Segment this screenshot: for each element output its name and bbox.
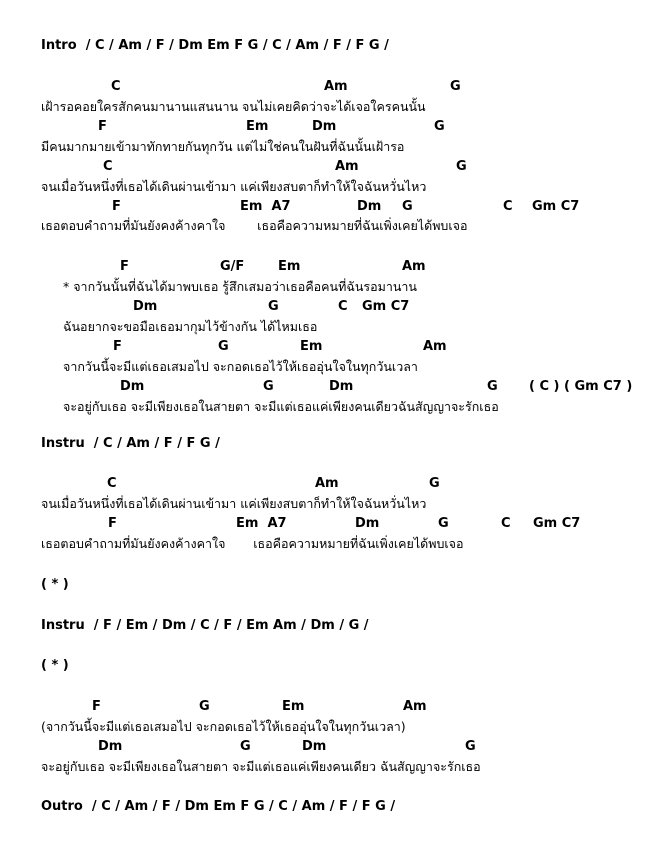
lyric-line: ฉันอยากจะขอมือเธอมากุมไว้ข้างกัน ได้ไหมเธอ (63, 319, 318, 334)
chorus-repeat-marker: ( * ) (41, 658, 69, 673)
chord: Em A7 (240, 199, 291, 214)
chord: G (402, 199, 413, 214)
lyric-line: เฝ้ารอคอยใครสักคนมานานแสนนาน จนไม่เคยคิดว่าจะได้เจอใครคนนั้น (41, 99, 426, 114)
chord: Am (315, 476, 339, 491)
chord: Am (402, 259, 426, 274)
outro-line: Outro / C / Am / F / Dm Em F G / C / Am / F / F G / (41, 799, 396, 814)
lyric-line: เธอตอบคำถามที่มันยังคงค้างคาใจ เธอคือความหมายที่ฉันเพิ่งเคยได้พบเจอ (41, 218, 468, 233)
chord: Em (300, 339, 323, 354)
chord: Em (282, 699, 305, 714)
chord: G (438, 516, 449, 531)
chord: G (456, 159, 467, 174)
chord: Am (403, 699, 427, 714)
chord: Em A7 (236, 516, 287, 531)
chord: C (111, 79, 121, 94)
chord: G (434, 119, 445, 134)
chord: G (240, 739, 251, 754)
chord: Dm (120, 379, 145, 394)
lyric-line: มีคนมากมายเข้ามาทักทายกันทุกวัน แต่ไม่ใช่คนในฝันที่ฉันนั้นเฝ้ารอ (41, 139, 405, 154)
lyric-line: จะอยู่กับเธอ จะมีเพียงเธอในสายตา จะมีแต่เธอแค่เพียงคนเดียว ฉันสัญญาจะรักเธอ (41, 759, 481, 774)
chord: Dm (133, 299, 158, 314)
chord: G (263, 379, 274, 394)
lyric-line: จะอยู่กับเธอ จะมีเพียงเธอในสายตา จะมีแต่เธอแค่เพียงคนเดียวฉันสัญญาจะรักเธอ (63, 399, 499, 414)
lyric-line: * จากวันนั้นที่ฉันได้มาพบเธอ รู้สึกเสมอว่าเธอคือคนที่ฉันรอมานาน (63, 279, 417, 294)
chord: F (92, 699, 101, 714)
chord: C (107, 476, 117, 491)
chord: F (108, 516, 117, 531)
chord: Dm (357, 199, 382, 214)
chord: Gm C7 (533, 516, 581, 531)
chord: F (112, 199, 121, 214)
instrumental-line: Instru / F / Em / Dm / C / F / Em Am / Dm / G / (41, 618, 369, 633)
instrumental-line: Instru / C / Am / F / F G / (41, 436, 220, 451)
chord: G (450, 79, 461, 94)
lyric-line: จนเมื่อวันหนึ่งที่เธอได้เดินผ่านเข้ามา แค่เพียงสบตาก็ทำให้ใจฉันหวั่นไหว (41, 179, 427, 194)
chord: F (98, 119, 107, 134)
chord: Em (246, 119, 269, 134)
lyric-line: จนเมื่อวันหนึ่งที่เธอได้เดินผ่านเข้ามา แค่เพียงสบตาก็ทำให้ใจฉันหวั่นไหว (41, 496, 427, 511)
lyric-line: จากวันนี้จะมีแต่เธอเสมอไป จะกอดเธอไว้ให้เธออุ่นใจในทุกวันเวลา (63, 359, 418, 374)
chord: F (113, 339, 122, 354)
chord: G (465, 739, 476, 754)
chord: G (268, 299, 279, 314)
chord: G (487, 379, 498, 394)
lyric-line: (จากวันนี้จะมีแต่เธอเสมอไป จะกอดเธอไว้ให้เธออุ่นใจในทุกวันเวลา) (41, 719, 406, 734)
chord: Dm (312, 119, 337, 134)
chord: Em (278, 259, 301, 274)
chord: C (338, 299, 348, 314)
chord: Gm C7 (362, 299, 410, 314)
chord: G (429, 476, 440, 491)
chorus-repeat-marker: ( * ) (41, 577, 69, 592)
chord: Dm (302, 739, 327, 754)
chord: C (503, 199, 513, 214)
chord: C (501, 516, 511, 531)
chord: F (120, 259, 129, 274)
chord: Dm (329, 379, 354, 394)
chord: G (199, 699, 210, 714)
intro-line: Intro / C / Am / F / Dm Em F G / C / Am / F / F G / (41, 38, 389, 53)
chord: Am (335, 159, 359, 174)
chord: Am (423, 339, 447, 354)
chord: Am (324, 79, 348, 94)
chord: Dm (355, 516, 380, 531)
chord: C (103, 159, 113, 174)
chord: G/F (220, 259, 245, 274)
chord: Dm (98, 739, 123, 754)
chord: Gm C7 (532, 199, 580, 214)
lyric-line: เธอตอบคำถามที่มันยังคงค้างคาใจ เธอคือความหมายที่ฉันเพิ่งเคยได้พบเจอ (41, 536, 464, 551)
chord: G (218, 339, 229, 354)
chord: ( C ) ( Gm C7 ) (529, 379, 633, 394)
